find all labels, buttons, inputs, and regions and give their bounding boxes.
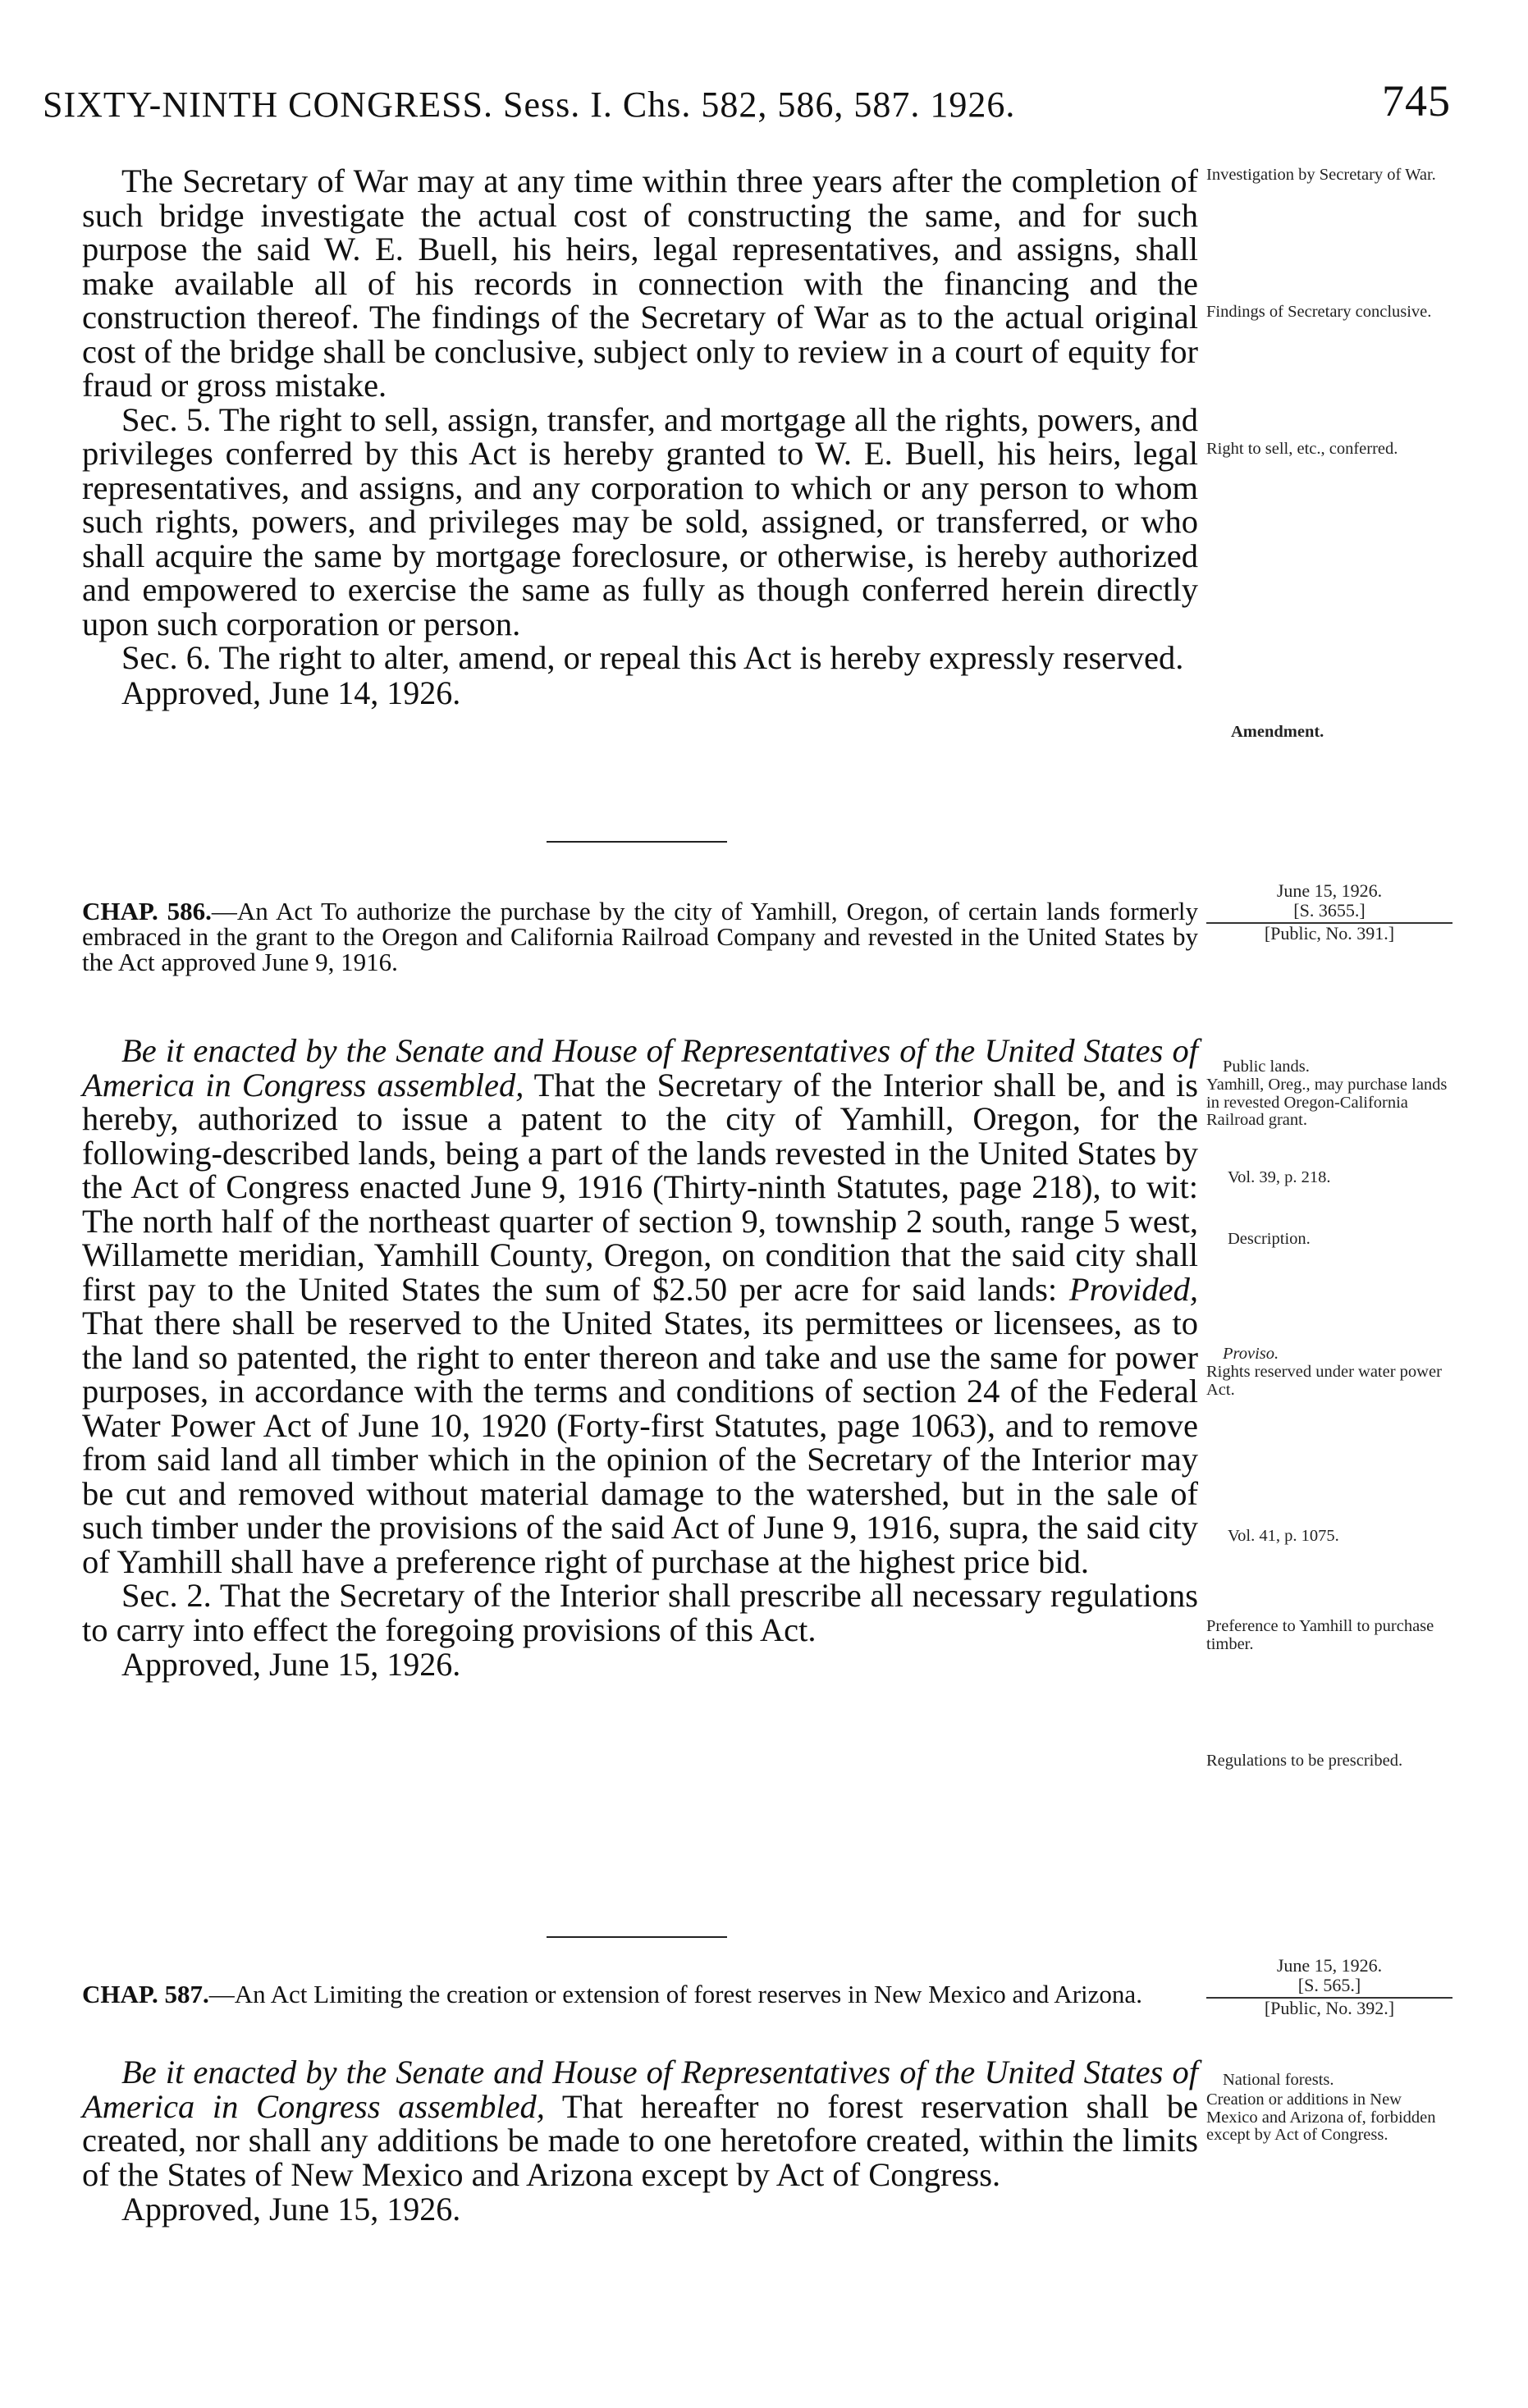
running-head	[43, 72, 1451, 130]
section-1-587	[82, 2055, 1198, 2191]
chapter-586-heading	[82, 898, 1198, 975]
page-number: 745	[1382, 76, 1451, 126]
bill-date-587: June 15, 1926.	[1276, 1955, 1383, 1976]
chapter-587-label: CHAP. 587.	[82, 1980, 209, 2008]
chapter-586-title: —An Act To authorize the purchase by the city of Yamhill, Oregon, of certain lands formerly embraced in the grant to the Oregon and California Railroad Company and revested in the United States by the Act approved June 9, 1916.	[82, 897, 1199, 976]
margin-note-amendment: Amendment.	[1231, 723, 1324, 741]
margin-note-vol41: Vol. 41, p. 1075.	[1228, 1527, 1339, 1545]
approved-date-587: Approved, June 15, 1926.	[121, 2191, 461, 2228]
chapter-586-label: CHAP. 586.	[82, 897, 212, 925]
chapter-587-bill-info	[1206, 1956, 1453, 2018]
enacting-clause-586: Be it enacted by the Senate and House of Representatives of the United States of America in Congress assembled,	[82, 1032, 1198, 1103]
approved-date-586: Approved, June 15, 1926.	[121, 1646, 461, 1683]
section-1-586	[82, 1034, 1198, 1579]
margin-note-investigation: Investigation by Secretary of War.	[1206, 166, 1436, 184]
bill-date-586: June 15, 1926.	[1276, 880, 1383, 901]
margin-note-description: Description.	[1228, 1230, 1311, 1248]
chapter-586-bill-info	[1206, 881, 1453, 944]
section-1-text-a: That the Secretary of the Interior shall be, and is hereby, authorized to issue a patent to the city of Yamhill, Oregon, for the following-described lands, being a part of the lands revested in the United States by the Act of Congress enacted June 9, 1916 (Thirty-ninth Statutes, page 218), to wit: The north half of the northeast quarter of section 9, township 2 south, range 5 west, Willamette meridian, Yamhill County, Oregon, on condition that the said city shall first pay to the United States the sum of $2.50 per acre for said lands:	[82, 1066, 1198, 1308]
chapter-586-text	[82, 1034, 1198, 1683]
chapter-587-heading	[82, 1981, 1198, 2007]
bill-number-587: [S. 565.]	[1206, 1976, 1453, 1999]
paragraph-section-5: Sec. 5. The right to sell, assign, transfer, and mortgage all the rights, powers, and privileges conferred by this Act is hereby granted to W. E. Buell, his heirs, legal representatives, and assigns, and any corporation to which or any person to whom such rights, powers, and privileges may be sold, assigned, or transferred, or who shall acquire the same by mortgage foreclosure, or otherwise, is hereby authorized and empowered to exercise the same as fully as though conferred herein directly upon such corporation or person.	[82, 400, 1198, 642]
approved-date-582: Approved, June 14, 1926.	[121, 674, 461, 711]
section-1-587-text: That hereafter no forest reservation shall be created, nor shall any additions be made to one heretofore created, within the limits of the States of New Mexico and Arizona except by Act of Congress.	[82, 2087, 1198, 2193]
running-title: SIXTY-NINTH CONGRESS. Sess. I. Chs. 582, 586, 587. 1926.	[43, 85, 1016, 125]
section-divider	[547, 841, 727, 843]
public-law-587: [Public, No. 392.]	[1264, 1998, 1395, 2018]
enacting-clause-587: Be it enacted by the Senate and House of Representatives of the United States of America in Congress assembled,	[82, 2054, 1198, 2125]
section-2-586: Sec. 2. That the Secretary of the Interior shall prescribe all necessary regulations to carry into effect the foregoing provisions of this Act.	[82, 1577, 1198, 1648]
margin-note-vol39: Vol. 39, p. 218.	[1228, 1168, 1331, 1186]
section-1-text-b: That there shall be reserved to the United States, its permittees or licensees, as to the land so patented, the right to enter thereon and take and use the same for power purposes, in accordance with the terms and conditions of section 24 of the Federal Water Power Act of June 10, 1920 (Forty-first Statutes, page 1063), and to remove from said land all timber which in the opinion of the Secretary of the Interior may be cut and removed without material damage to the watershed, but in the sale of such timber under the provisions of the said Act of June 9, 1916, supra, the said city of Yamhill shall have a preference right of purchase at the highest price bid.	[82, 1305, 1198, 1580]
chapter-582-text	[82, 164, 1198, 711]
proviso-label: Proviso.	[1223, 1345, 1279, 1363]
margin-note-findings: Findings of Secretary conclusive.	[1206, 303, 1432, 321]
margin-note-rights-reserved: Rights reserved under water power Act.	[1206, 1363, 1442, 1399]
paragraph-section-6: Sec. 6. The right to alter, amend, or repeal this Act is hereby expressly reserved.	[121, 639, 1184, 676]
margin-note-national-forests: National forests.	[1223, 2071, 1334, 2089]
margin-note-regulations: Regulations to be prescribed.	[1206, 1752, 1403, 1770]
chapter-587-title: —An Act Limiting the creation or extension of forest reserves in New Mexico and Arizona.	[208, 1980, 1142, 2008]
section-divider	[547, 1936, 727, 1938]
margin-note-proviso	[1223, 1346, 1453, 1364]
margin-note-preference: Preference to Yamhill to purchase timber.	[1206, 1617, 1434, 1653]
margin-note-yamhill: Yamhill, Oreg., may purchase lands in revested Oregon-California Railroad grant.	[1206, 1076, 1448, 1129]
margin-note-public-lands: Public lands.	[1223, 1058, 1310, 1076]
chapter-587-text	[82, 2055, 1198, 2228]
proviso-word: Provided,	[1068, 1270, 1198, 1308]
paragraph-secretary-investigation: The Secretary of War may at any time within three years after the completion of such bridge investigate the actual cost of constructing the same, and for such purpose the said W. E. Buell, his heirs, legal representatives, and assigns, shall make available all of his records in connection with the financing and the construction thereof. The findings of the Secretary of War as to the actual original cost of the bridge shall be conclusive, subject only to review in a court of equity for fraud or gross mistake.	[82, 162, 1198, 404]
margin-note-creation: Creation or additions in New Mexico and Arizona of, forbidden except by Act of Congress.	[1206, 2090, 1436, 2144]
public-law-586: [Public, No. 391.]	[1264, 923, 1395, 944]
bill-number-586: [S. 3655.]	[1206, 901, 1453, 924]
margin-note-right-to-sell: Right to sell, etc., conferred.	[1206, 440, 1398, 458]
